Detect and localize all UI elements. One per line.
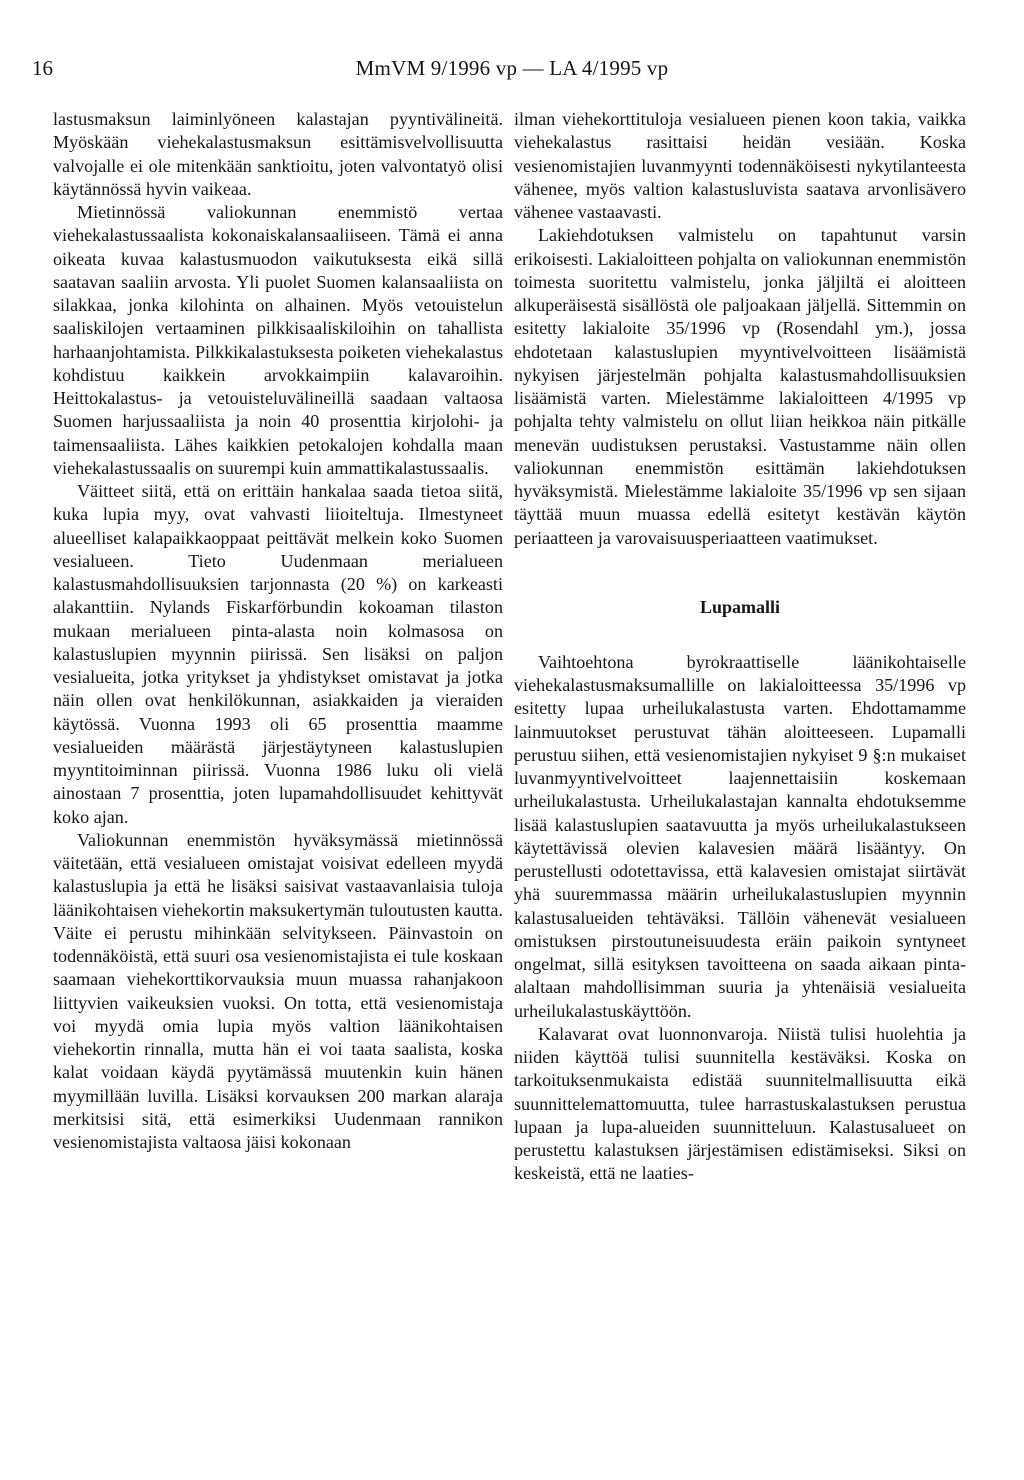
paragraph: Kalavarat ovat luonnonvaroja. Niistä tulisi huolehtia ja niiden käyttöä tulisi suunnitella kestäväksi. Koska on tarkoituksenmukaista edistää suunnitelmallisuutta eikä suunnittelemattomuutta, tulee harrastuskalastuksen perustua lupaan ja lupa-alueiden suunnitteluun. Kalastusalueet on perustettu kalastuksen järjestämisen edistämiseksi. Siksi on keskeistä, että ne laaties- [514,1023,966,1184]
page-number: 16 [32,56,53,80]
paragraph: Vaihtoehtona byrokraattiselle läänikohtaiselle viehekalastusmaksumallille on lakialoitteessa 35/1996 vp esitetty lupaa urheilukalastusta varten. Ehdottamamme lainmuutokset perustuvat tähän aloitteeseen. Lupamalli perustuu siihen, että vesienomistajien nykyiset 9 §:n mukaiset luvanmyyntivelvoitteet laajennettaisiin koskemaan urheilukalastusta. Urheilukalastajan kannalta ehdotuksemme lisää kalastuslupien saatavuutta ja myös urheilukalastukseen käytettävissä olevien kalavesien määrä lisääntyy. On perustellusti odotettavissa, että kalavesien omistajat siirtävät yhä suuremmassa määrin urheilukalastuslupien myynnin kalastusalueiden tehtäväksi. Tällöin vähenevät vesialueen omistuksen pirstoutuneisuudesta eräin paikoin syntyneet ongelmat, sillä esityksen tavoitteena on saada aikaan pinta-alaltaan mahdollisimman suuria ja yhtenäisiä vesialueita urheilukalastuskäyttöön. [514,651,966,1021]
running-title: MmVM 9/1996 vp — LA 4/1995 vp [355,56,669,80]
paragraph: Valiokunnan enemmistön hyväksymässä mietinnössä väitetään, että vesialueen omistajat voisivat edelleen myydä kalastuslupia ja että he lisäksi saisivat vastaavanlaisia tuloja läänikohtaisen viehekortin maksukertymän tuloutusten kautta. Väite ei perustu mihinkään selvitykseen. Päinvastoin on todennäköistä, että suuri osa vesienomistajista ei tule koskaan saamaan viehekorttikorvauksia muun muassa rahanjakoon liittyvien vaikeuksien vuoksi. On totta, että vesienomistaja voi myydä omia lupia myös valtion läänikohtaisen viehekortin rinnalla, mutta hän ei voi taata saalista, koska kalat voidaan käydä pyytämässä muutenkin kuin hänen myymillään luvilla. Lisäksi korvauksen 200 markan alaraja merkitsisi sitä, että esimerkiksi Uudenmaan rannikon vesienomistajista valtaosa jäisi kokonaan [53,829,503,1152]
paragraph: Mietinnössä valiokunnan enemmistö vertaa viehekalastussaalista kokonaiskalansaaliiseen. Tämä ei anna oikeata kuvaa kalastusmuodon vaikutuksesta eikä sillä saatavan saaliin arvosta. Yli puolet Suomen kalansaaliista on silakkaa, jonka kilohinta on alhainen. Myös vetouistelun saaliskilojen vertaaminen pilkkisaaliskiloihin on tahallista harhaanjohtamista. Pilkkikalastuksesta poiketen viehekalastus kohdistuu kaikkein arvokkaimpiin kalavaroihin. Heittokalastus- ja vetouisteluvälineillä saadaan valtaosa Suomen harjussaaliista ja noin 40 prosenttia kirjolohi- ja taimensaaliista. Lähes kaikkien petokalojen kohdalla maan viehekalastussaalis on suurempi kuin ammattikalastussaalis. [53,202,503,478]
left-column [53,108,503,1154]
paragraph: Väitteet siitä, että on erittäin hankalaa saada tietoa siitä, kuka lupia myy, ovat vahvasti liioiteltuja. Ilmestyneet alueelliset kalapaikkaoppaat peittävät melkein koko Suomen vesialueen. Tieto Uudenmaan merialueen kalastusmahdollisuuksien tarjonnasta (20 %) on karkeasti alakanttiin. Nylands Fiskarförbundin kokoaman tilaston mukaan merialueen pinta-alasta noin kolmasosa on kalastuslupien myynnin piirissä. Sen lisäksi on paljon vesialueita, jotka yritykset ja yhdistykset omistavat ja jotka näin ollen ovat henkilökunnan, asiakkaiden ja vieraiden käytössä. Vuonna 1993 oli 65 prosenttia maamme vesialueiden määrästä järjestäytyneen kalastuslupien myyntitoiminnan piirissä. Vuonna 1986 luku oli vielä ainostaan 7 prosenttia, joten lupamahdollisuudet kehittyvät koko ajan. [53,481,503,827]
section-heading: Lupamalli [699,596,781,617]
page-header [32,56,992,86]
right-column [514,108,966,1186]
paragraph: Lakiehdotuksen valmistelu on tapahtunut varsin erikoisesti. Lakialoitteen pohjalta on valiokunnan enemmistön toimesta suoritettu valmistelu, jonka jäljiltä ei aloitteen alkuperäisestä sisällöstä ole paljoakaan jäljellä. Sittemmin on esitetty lakialoite 35/1996 vp (Rosendahl ym.), jossa ehdotetaan kalastuslupien myyntivelvoitteen lisäämistä nykyisen järjestelmän pohjalta kalastusmahdollisuuksien lisäämistä varten. Mielestämme lakialoitteen 4/1995 vp pohjalta tehty valmistelu on ollut liian heikkoa näin pitkälle menevän uudistuksen perustaksi. Vastustamme näin ollen valiokunnan enemmistön esittämän lakiehdotuksen hyväksymistä. Mielestämme lakialoite 35/1996 vp sen sijaan täyttää muun muassa edellä esitetyt kestävän käytön periaatteen ja varovaisuusperiaatteen vaatimukset. [514,225,966,548]
paragraph: lastusmaksun laiminlyöneen kalastajan pyyntivälineitä. Myöskään viehekalastusmaksun esittämisvelvollisuutta valvojalle ei ole mitenkään sanktioitu, joten valvontatyö olisi käytännössä hyvin vaikeaa. [53,109,503,199]
paragraph: ilman viehekorttituloja vesialueen pienen koon takia, vaikka viehekalastus rasittaisi heidän vesiään. Koska vesienomistajien luvanmyynti todennäköisesti nykytilanteesta vähenee, myös valtion kalastusluvista saatava arvonlisävero vähenee vastaavasti. [514,109,966,222]
